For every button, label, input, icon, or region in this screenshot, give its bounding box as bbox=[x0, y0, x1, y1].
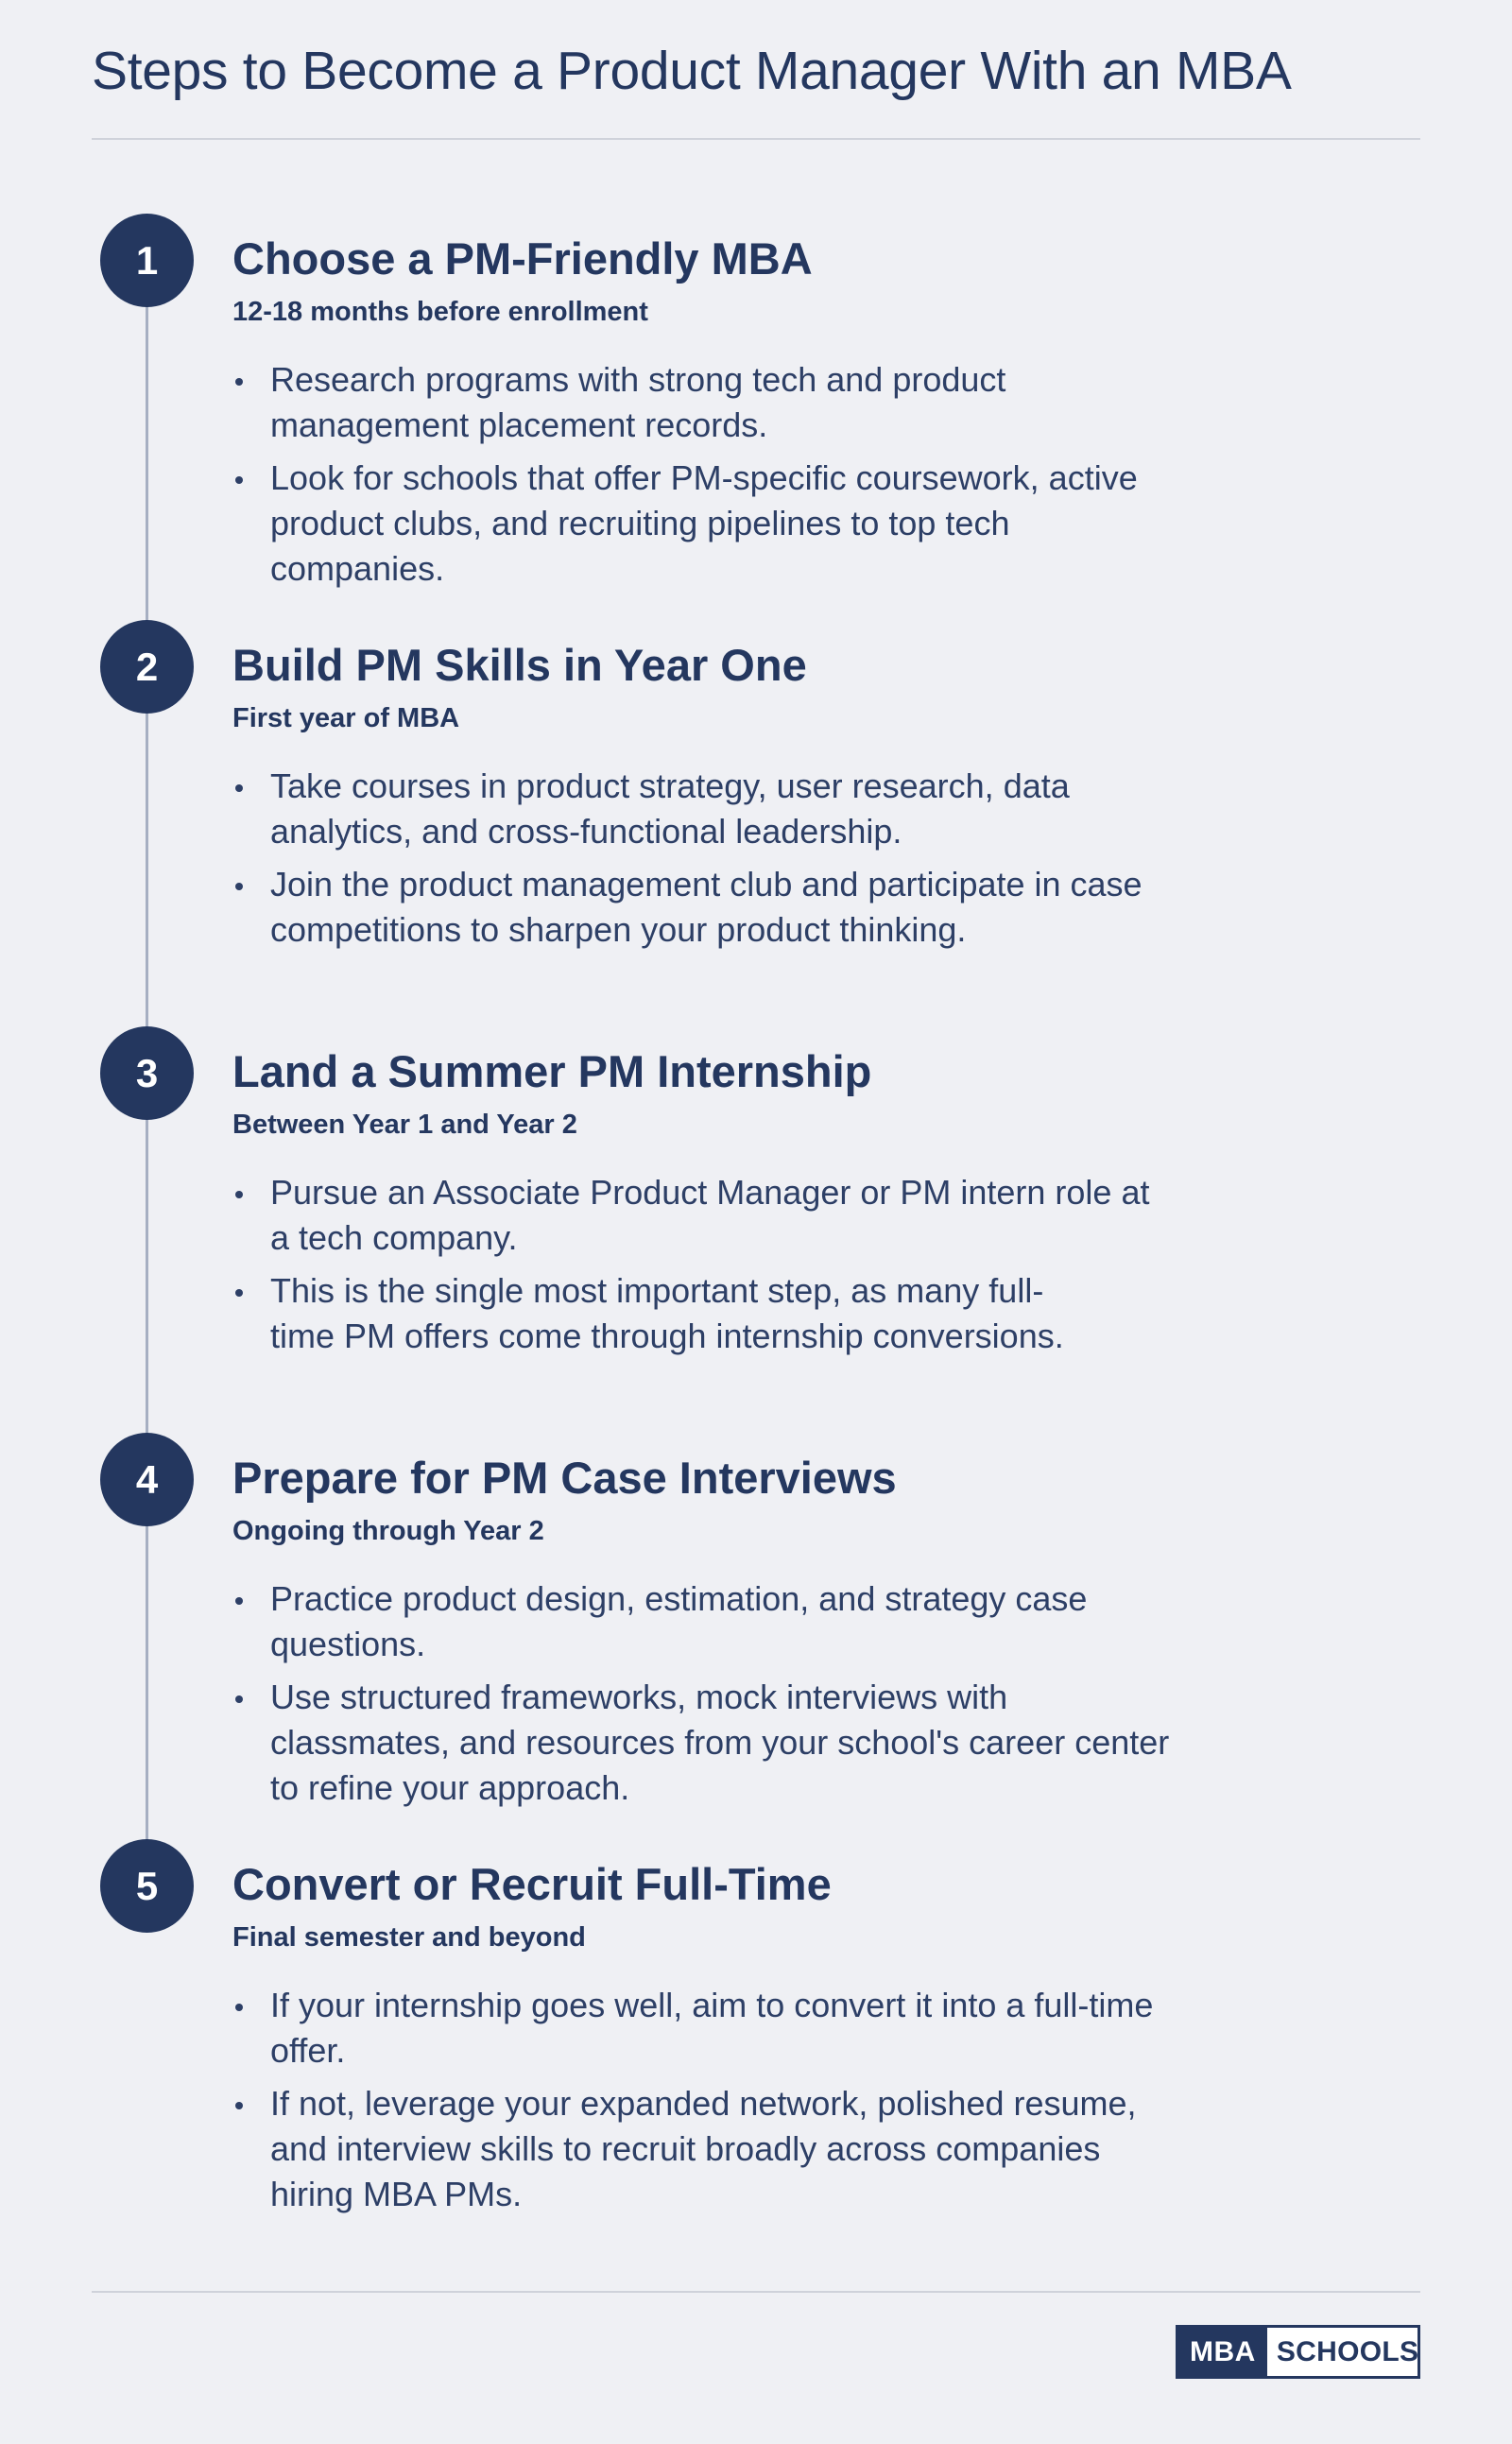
bullet-dot-icon bbox=[235, 883, 243, 890]
bullet-text: If your internship goes well, aim to convert it into a full-time offer. bbox=[270, 1986, 1154, 2070]
step-title: Convert or Recruit Full-Time bbox=[232, 1859, 832, 1909]
step-number-badge: 1 bbox=[100, 214, 194, 307]
step-number-badge: 2 bbox=[100, 620, 194, 714]
step-number-badge: 4 bbox=[100, 1433, 194, 1526]
bullet-dot-icon bbox=[235, 784, 243, 792]
bullet-dot-icon bbox=[235, 1289, 243, 1297]
step-number-badge: 3 bbox=[100, 1026, 194, 1120]
bullet-text: Research programs with strong tech and product management placement records. bbox=[270, 360, 1006, 444]
bullet-text: Look for schools that offer PM-specific coursework, active product clubs, and recruiting pipelines to top tech companies. bbox=[270, 458, 1138, 588]
step-bullet-list bbox=[232, 357, 1177, 599]
bullet-item bbox=[232, 862, 1177, 953]
bullet-text: If not, leverage your expanded network, polished resume, and interview skills to recruit broadly across companies hiring MBA PMs. bbox=[270, 2084, 1137, 2213]
bullet-text: Join the product management club and participate in case competitions to sharpen your product thinking. bbox=[270, 865, 1143, 949]
step-timeframe: Ongoing through Year 2 bbox=[232, 1516, 544, 1546]
bullet-item bbox=[232, 2081, 1177, 2217]
step-title: Land a Summer PM Internship bbox=[232, 1046, 872, 1096]
bullet-item bbox=[232, 1983, 1177, 2074]
step-title: Choose a PM-Friendly MBA bbox=[232, 233, 813, 284]
mba-schools-logo bbox=[1176, 2325, 1420, 2379]
step-bullet-list bbox=[232, 1983, 1177, 2225]
bullet-dot-icon bbox=[235, 1191, 243, 1198]
step-title: Prepare for PM Case Interviews bbox=[232, 1453, 897, 1503]
step-number-badge: 5 bbox=[100, 1839, 194, 1933]
bullet-dot-icon bbox=[235, 2004, 243, 2011]
bullet-text: Practice product design, estimation, and strategy case questions. bbox=[270, 1579, 1088, 1663]
step-timeframe: 12-18 months before enrollment bbox=[232, 297, 648, 327]
page-title: Steps to Become a Product Manager With an MBA bbox=[92, 41, 1292, 101]
bullet-item bbox=[232, 1675, 1177, 1811]
bottom-divider bbox=[92, 2291, 1420, 2293]
bullet-item bbox=[232, 1170, 1177, 1261]
bullet-item bbox=[232, 764, 1177, 854]
step-timeframe: First year of MBA bbox=[232, 703, 460, 733]
bullet-dot-icon bbox=[235, 378, 243, 386]
step-bullet-list bbox=[232, 764, 1177, 960]
bullet-dot-icon bbox=[235, 2102, 243, 2109]
bullet-text: Use structured frameworks, mock interviews with classmates, and resources from your school's career center to refine your approach. bbox=[270, 1678, 1170, 1807]
step-title: Build PM Skills in Year One bbox=[232, 640, 807, 690]
logo-mba-text: MBA bbox=[1178, 2328, 1267, 2376]
bullet-dot-icon bbox=[235, 1597, 243, 1605]
bullet-item bbox=[232, 456, 1177, 592]
bullet-dot-icon bbox=[235, 1695, 243, 1703]
step-bullet-list bbox=[232, 1170, 1177, 1367]
bullet-item bbox=[232, 357, 1177, 448]
bullet-text: Take courses in product strategy, user research, data analytics, and cross-functional leadership. bbox=[270, 766, 1070, 851]
step-timeframe: Between Year 1 and Year 2 bbox=[232, 1110, 577, 1140]
bullet-item bbox=[232, 1268, 1083, 1359]
bullet-dot-icon bbox=[235, 476, 243, 484]
top-divider bbox=[92, 138, 1420, 140]
bullet-item bbox=[232, 1576, 1177, 1667]
step-bullet-list bbox=[232, 1576, 1177, 1818]
step-timeframe: Final semester and beyond bbox=[232, 1922, 586, 1953]
bullet-text: Pursue an Associate Product Manager or PM intern role at a tech company. bbox=[270, 1173, 1150, 1257]
bullet-text: This is the single most important step, as many full-time PM offers come through internship conversions. bbox=[270, 1271, 1064, 1355]
logo-schools-text: SCHOOLS bbox=[1276, 2336, 1419, 2367]
